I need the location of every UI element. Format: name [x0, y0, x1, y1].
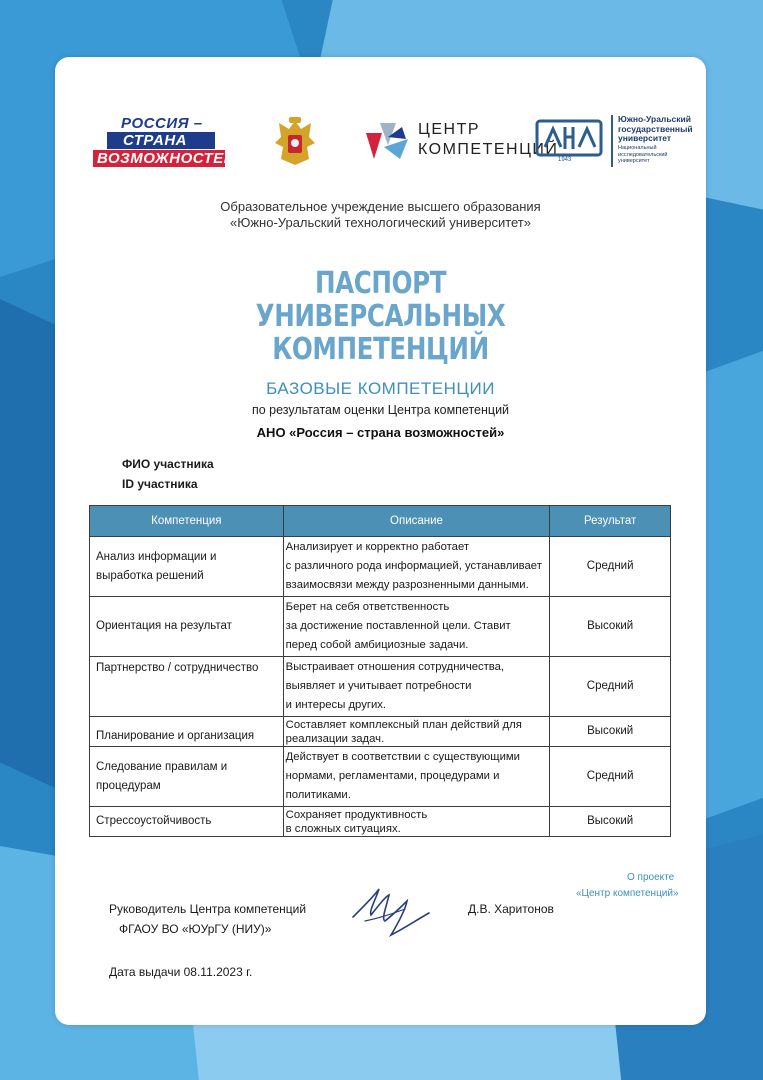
document-subtitle: БАЗОВЫЕ КОМПЕТЕНЦИИ: [266, 379, 495, 398]
description-cell: Сохраняет продуктивность в сложных ситуациях.: [283, 807, 550, 837]
competence-cell: Планирование и организация: [90, 717, 284, 747]
competencies-table: [89, 505, 671, 837]
about-project-link[interactable]: О проекте: [627, 872, 675, 883]
competence-center-logo-icon: [362, 119, 410, 165]
rsv-logo-line3: ВОЗМОЖНОСТЕЙ: [93, 150, 225, 167]
susu-logo-name: Южно-Уральский государственный университет: [618, 114, 693, 143]
result-cell: Средний: [550, 747, 671, 807]
organization-name: Образовательное учреждение высшего образования «Южно-Уральский технологический университет»: [220, 199, 541, 230]
result-cell: Средний: [550, 537, 671, 597]
susu-logo-year: 1943: [558, 157, 572, 163]
competence-cell: Следование правилам и процедурам: [90, 747, 284, 807]
column-header-description: Описание: [283, 506, 550, 537]
rsv-logo-line2: СТРАНА: [107, 132, 215, 149]
result-cell: Высокий: [550, 717, 671, 747]
russian-coat-of-arms-icon: [271, 115, 319, 169]
competence-center-link[interactable]: «Центр компетенций»: [576, 888, 679, 899]
issue-date: Дата выдачи 08.11.2023 г.: [109, 965, 253, 979]
fio-label: ФИО участника: [122, 457, 214, 471]
description-cell: Действует в соответствии с существующими нормами, регламентами, процедурами и политиками.: [283, 747, 550, 807]
result-cell: Средний: [550, 657, 671, 717]
table-row: [90, 807, 671, 837]
susu-logo: [531, 113, 701, 171]
result-cell: Высокий: [550, 597, 671, 657]
competence-cell: Анализ информации и выработка решений: [90, 537, 284, 597]
susu-logo-divider: [611, 115, 613, 167]
result-cell: Высокий: [550, 807, 671, 837]
signatory-organization: ФГАОУ ВО «ЮУрГУ (НИУ)»: [119, 922, 272, 936]
document-title: ПАСПОРТ УНИВЕРСАЛЬНЫХ КОМПЕТЕНЦИЙ: [255, 266, 506, 367]
table-row: [90, 597, 671, 657]
competence-cell: Стрессоустойчивость: [90, 807, 284, 837]
competence-cell: Партнерство / сотрудничество: [90, 657, 284, 717]
table-row: [90, 537, 671, 597]
assessment-line: по результатам оценки Центра компетенций: [251, 403, 510, 417]
competence-cell: Ориентация на результат: [90, 597, 284, 657]
ano-name: АНО «Россия – страна возможностей»: [256, 425, 505, 440]
signatory-title: Руководитель Центра компетенций: [109, 902, 307, 916]
signatory-name: Д.В. Харитонов: [468, 902, 554, 916]
table-header-row: [90, 506, 671, 537]
table-row: [90, 657, 671, 717]
description-cell: Выстраивает отношения сотрудничества, выявляет и учитывает потребности и интересы других.: [283, 657, 550, 717]
rsv-logo: [93, 115, 235, 169]
certificate-sheet: [55, 57, 706, 1025]
signature: [345, 875, 435, 945]
susu-logo-subtitle: Национальный исследовательский университет: [618, 145, 668, 164]
table-row: [90, 717, 671, 747]
description-cell: Берет на себя ответственность за достижение поставленной цели. Ставит перед собой амбициозные задачи.: [283, 597, 550, 657]
column-header-competence: Компетенция: [90, 506, 284, 537]
rsv-logo-line1: РОССИЯ –: [121, 115, 203, 132]
table-row: [90, 747, 671, 807]
competence-center-logo-line1: ЦЕНТР: [418, 121, 481, 138]
competence-center-logo: [362, 117, 559, 167]
id-label: ID участника: [122, 477, 198, 491]
column-header-result: Результат: [550, 506, 671, 537]
competence-center-logo-line2: КОМПЕТЕНЦИЙ: [418, 141, 559, 158]
description-cell: Составляет комплексный план действий для реализации задач.: [283, 717, 550, 747]
description-cell: Анализирует и корректно работает с различного рода информацией, устанавливает взаимосвязи между разрозненными данными.: [283, 537, 550, 597]
